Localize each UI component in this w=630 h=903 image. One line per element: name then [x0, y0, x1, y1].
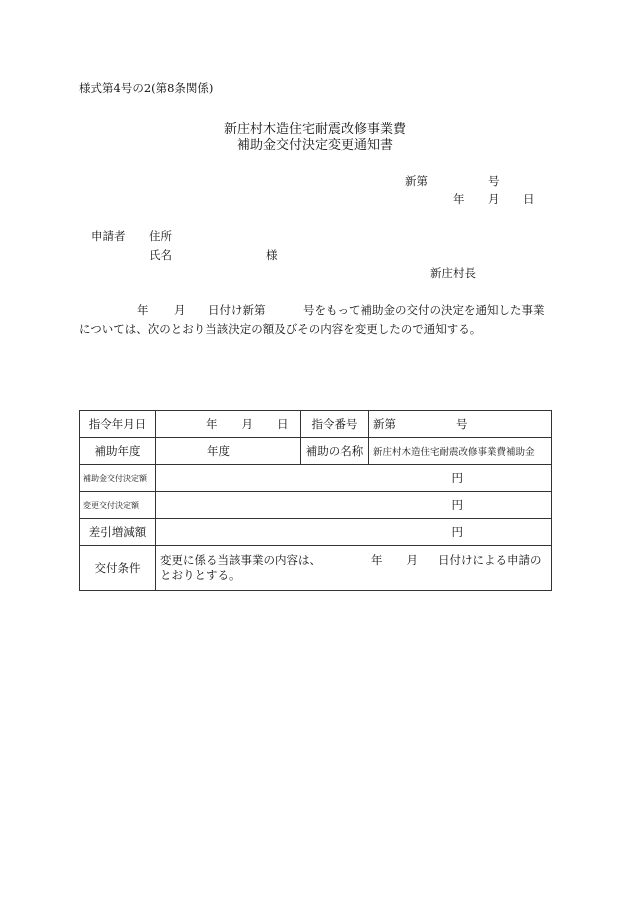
doc-number-suffix: 号: [488, 174, 500, 188]
table-row: [80, 546, 552, 591]
conditions-text2: 日付けによる申請の: [438, 553, 542, 567]
issuer: 新庄村長: [430, 266, 476, 280]
body-text-line1: 号をもって補助金の交付の決定を通知した事業: [303, 303, 545, 317]
order-number-cell: [369, 411, 552, 438]
decided-amount-cell: [156, 465, 552, 492]
subsidy-name-value: 新庄村木造住宅耐震改修事業費補助金: [369, 438, 552, 465]
changed-amount-cell: [156, 492, 552, 519]
decided-amount-label: 補助金交付決定額: [80, 465, 156, 492]
name-label: 氏名: [149, 248, 172, 262]
conditions-label: 交付条件: [80, 546, 156, 591]
date-month: 月: [488, 192, 500, 206]
changed-amount-label: 変更交付決定額: [80, 492, 156, 519]
conditions-text1: 変更に係る当該事業の内容は、: [160, 553, 321, 567]
subsidy-name-label: 補助の名称: [301, 438, 369, 465]
fiscal-year-label: 補助年度: [80, 438, 156, 465]
form-number: 様式第4号の2(第8条関係): [79, 81, 214, 95]
difference-yen: 円: [451, 525, 463, 539]
conditions-text3: とおりとする。: [160, 568, 241, 582]
decided-amount-yen: 円: [451, 471, 463, 485]
conditions-month: 月: [406, 553, 418, 567]
honorific: 様: [266, 248, 278, 262]
order-number-prefix: 新第: [373, 417, 396, 431]
subsidy-change-table: [79, 410, 552, 591]
date-day: 日: [523, 192, 535, 206]
difference-label: 差引増減額: [80, 519, 156, 546]
table-row: [80, 492, 552, 519]
order-date-month: 月: [241, 417, 253, 431]
applicant-label: 申請者: [91, 229, 126, 243]
order-date-year: 年: [206, 417, 218, 431]
document-title-line1: 新庄村木造住宅耐震改修事業費: [223, 122, 406, 137]
order-number-label: 指令番号: [301, 411, 369, 438]
table-row: [80, 411, 552, 438]
table-row: [80, 465, 552, 492]
order-number-suffix: 号: [456, 417, 468, 431]
date-year: 年: [453, 192, 465, 206]
order-date-label: 指令年月日: [80, 411, 156, 438]
conditions-year: 年: [371, 553, 383, 567]
body-text-line2: については、次のとおり当該決定の額及びその内容を変更したので通知する。: [79, 322, 482, 336]
doc-number-prefix: 新第: [405, 174, 428, 188]
order-date-day: 日: [277, 417, 289, 431]
body-dated-number: 日付け新第: [208, 303, 266, 317]
fiscal-year-value: 年度: [207, 444, 230, 458]
order-date-cell: [156, 411, 301, 438]
document-title-line2: 補助金交付決定変更通知書: [236, 138, 393, 153]
conditions-cell: [156, 546, 552, 591]
body-month: 月: [174, 303, 186, 317]
body-year: 年: [137, 303, 149, 317]
address-label: 住所: [149, 229, 172, 243]
table-row: [80, 438, 552, 465]
fiscal-year-cell: [156, 438, 301, 465]
changed-amount-yen: 円: [451, 498, 463, 512]
difference-cell: [156, 519, 552, 546]
table-row: [80, 519, 552, 546]
